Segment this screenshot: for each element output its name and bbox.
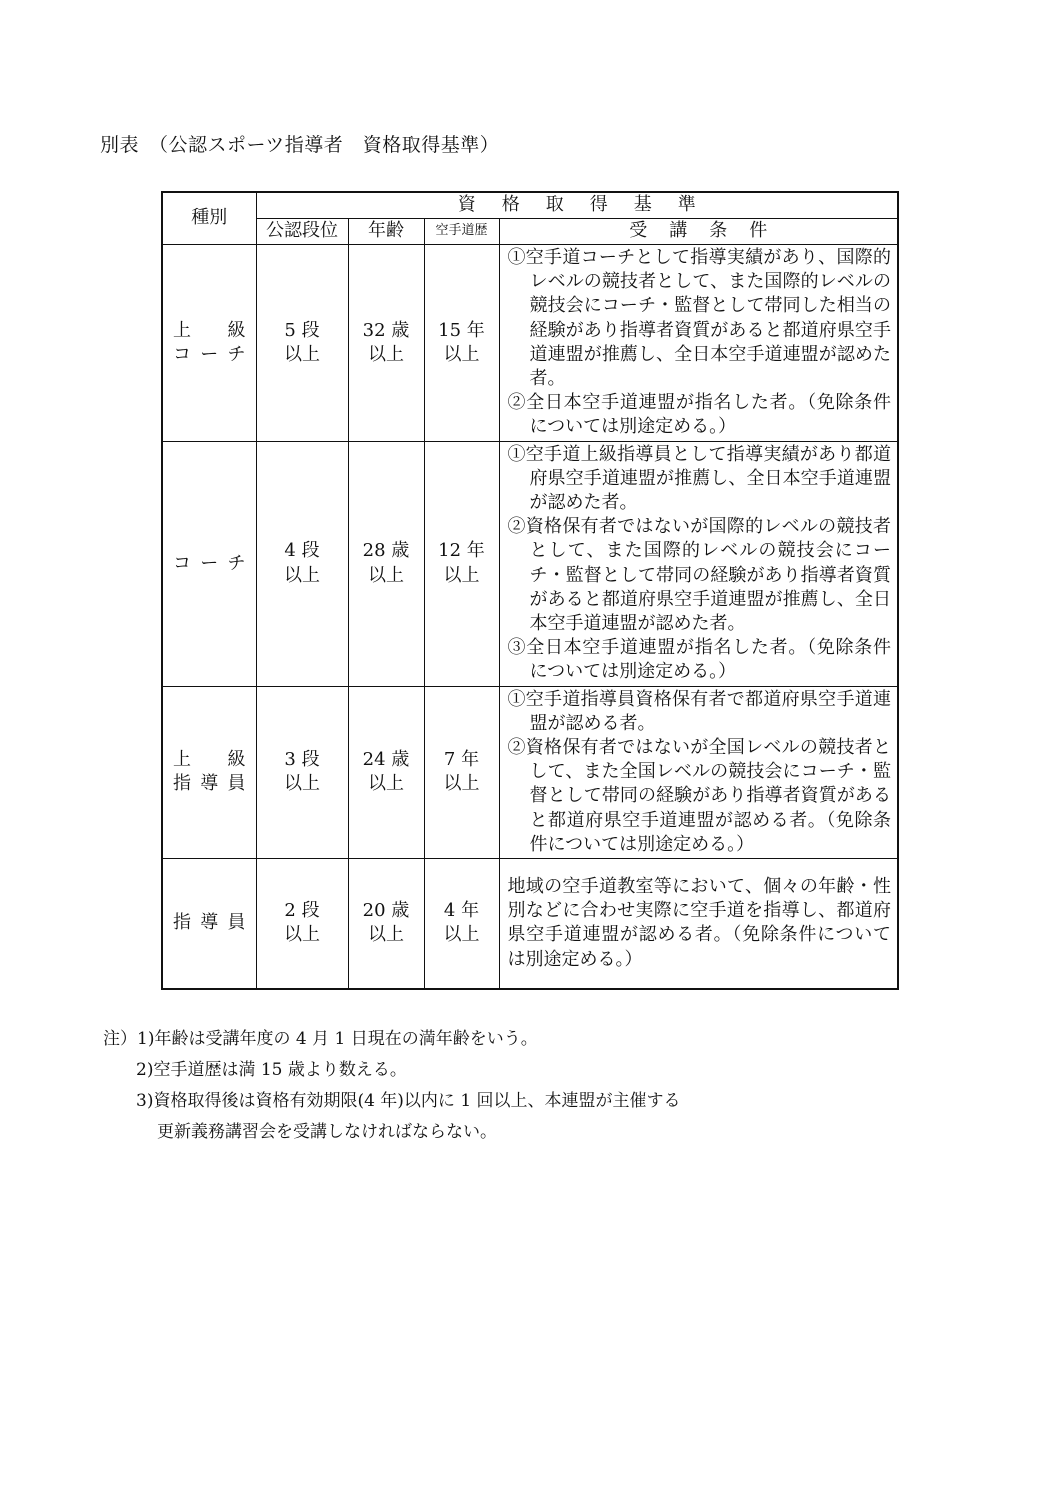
table-row: [162, 859, 898, 989]
career-suffix: 以上: [443, 564, 480, 586]
note-text: 1)年齢は受講年度の 4 月 1 日現在の満年齢をいう。: [137, 1029, 538, 1049]
header-rank: 公認段位: [256, 219, 348, 245]
age-cell: [348, 859, 424, 989]
header-career: 空手道歴: [424, 219, 499, 245]
rank-value: 4 段: [284, 540, 320, 562]
kind-char: 級: [227, 319, 246, 341]
kind-char: 員: [227, 912, 246, 934]
age-value: 24 歳: [362, 749, 410, 771]
condition-item: ①空手道上級指導員として指導実績があり都道府県空手道連盟が推薦し、全日本空手道連盟が認めた者。: [507, 443, 891, 514]
kind-char: コ: [173, 343, 191, 365]
kind-cell: [162, 441, 256, 686]
career-value: 7 年: [443, 749, 480, 771]
age-value: 20 歳: [362, 900, 410, 922]
condition-item: ②全日本空手道連盟が指名した者。（免除条件については別途定める。）: [507, 392, 891, 438]
header-age: 年齢: [348, 219, 424, 245]
rank-cell: [256, 686, 348, 858]
condition-item: ②資格保有者ではないが国際的レベルの競技者として、また国際的レベルの競技会にコーチ・監督として帯同の経験があり指導者資質があると都道府県空手道連盟が推薦し、全日本空手道連盟が認めた者。: [507, 516, 891, 635]
kind-line: [163, 319, 256, 343]
kind-line: [163, 552, 256, 576]
conditions-cell: [499, 441, 898, 686]
career-value: 4 年: [443, 900, 480, 922]
condition-item: ①空手道コーチとして指導実績があり、国際的レベルの競技者として、また国際的レベルの競技会にコーチ・監督として帯同した相当の経験があり指導者資質があると都道府県空手道連盟が推薦し、全日本空手道連盟が認めた者。: [507, 247, 891, 390]
conditions-cell: [499, 686, 898, 858]
note-3-continuation: 更新義務講習会を受講しなければならない。: [157, 1122, 497, 1142]
qualification-table: [161, 191, 899, 990]
note-prefix: 注）: [103, 1029, 137, 1049]
kind-char: 上: [173, 319, 191, 341]
career-value: 12 年: [438, 540, 485, 562]
kind-line: [163, 748, 256, 772]
rank-value: 2 段: [284, 900, 320, 922]
kind-line: [163, 343, 256, 367]
table-row: [162, 441, 898, 686]
kind-char: ー: [200, 343, 219, 365]
header-conditions: 受講条件: [499, 219, 898, 245]
note-1: [103, 1024, 681, 1055]
kind-cell: [162, 245, 256, 442]
header-kind: 種別: [162, 192, 256, 245]
kind-char: 導: [200, 912, 219, 934]
table-row: [162, 245, 898, 442]
kind-char: 指: [173, 912, 191, 934]
age-cell: [348, 441, 424, 686]
rank-value: 5 段: [284, 319, 320, 341]
rank-value: 3 段: [284, 749, 320, 771]
condition-item: ③全日本空手道連盟が指名した者。（免除条件については別途定める。）: [507, 637, 891, 683]
rank-suffix: 以上: [284, 773, 320, 795]
page-title: 別表 （公認スポーツ指導者 資格取得基準）: [100, 134, 500, 156]
age-suffix: 以上: [368, 564, 404, 586]
kind-char: チ: [227, 343, 246, 365]
career-value: 15 年: [438, 319, 485, 341]
kind-char: 級: [227, 749, 246, 771]
rank-suffix: 以上: [284, 924, 320, 946]
kind-char: 上: [173, 749, 191, 771]
career-suffix: 以上: [443, 924, 480, 946]
condition-item: ①空手道指導員資格保有者で都道府県空手道連盟が認める者。: [507, 688, 891, 734]
rank-cell: [256, 245, 348, 442]
conditions-cell: [499, 245, 898, 442]
career-cell: [424, 859, 499, 989]
kind-char: ー: [200, 552, 219, 574]
age-suffix: 以上: [368, 924, 404, 946]
note-2: 2)空手道歴は満 15 歳より数える。: [136, 1060, 407, 1080]
career-cell: [424, 441, 499, 686]
header-criteria: 資格取得基準: [256, 192, 898, 219]
career-suffix: 以上: [443, 343, 480, 365]
kind-char: コ: [173, 552, 191, 574]
condition-item: ②資格保有者ではないが全国レベルの競技者として、また全国レベルの競技会にコーチ・監督として帯同の経験があり指導者資質があると都道府県空手道連盟が認める者。（免除条件については別途定める。）: [507, 737, 891, 855]
table-row: [162, 686, 898, 858]
rank-cell: [256, 859, 348, 989]
kind-cell: [162, 686, 256, 858]
career-suffix: 以上: [443, 773, 480, 795]
age-cell: [348, 686, 424, 858]
kind-line: [163, 911, 256, 935]
kind-char: チ: [227, 552, 246, 574]
rank-suffix: 以上: [284, 343, 320, 365]
conditions-cell: [499, 859, 898, 989]
age-suffix: 以上: [368, 343, 404, 365]
age-cell: [348, 245, 424, 442]
rank-suffix: 以上: [284, 564, 320, 586]
age-value: 32 歳: [362, 319, 410, 341]
career-cell: [424, 686, 499, 858]
condition-text: 地域の空手道教室等において、個々の年齢・性別などに合わせ実際に空手道を指導し、都道府県空手道連盟が認める者。（免除条件については別途定める。）: [507, 875, 891, 970]
kind-cell: [162, 859, 256, 989]
age-value: 28 歳: [362, 540, 410, 562]
note-3: 3)資格取得後は資格有効期限(4 年)以内に 1 回以上、本連盟が主催する: [136, 1091, 681, 1111]
notes: [103, 1024, 681, 1148]
career-cell: [424, 245, 499, 442]
rank-cell: [256, 441, 348, 686]
kind-char: 指: [173, 773, 191, 795]
age-suffix: 以上: [368, 773, 404, 795]
kind-char: 員: [227, 773, 246, 795]
kind-line: [163, 772, 256, 796]
kind-char: 導: [200, 773, 219, 795]
